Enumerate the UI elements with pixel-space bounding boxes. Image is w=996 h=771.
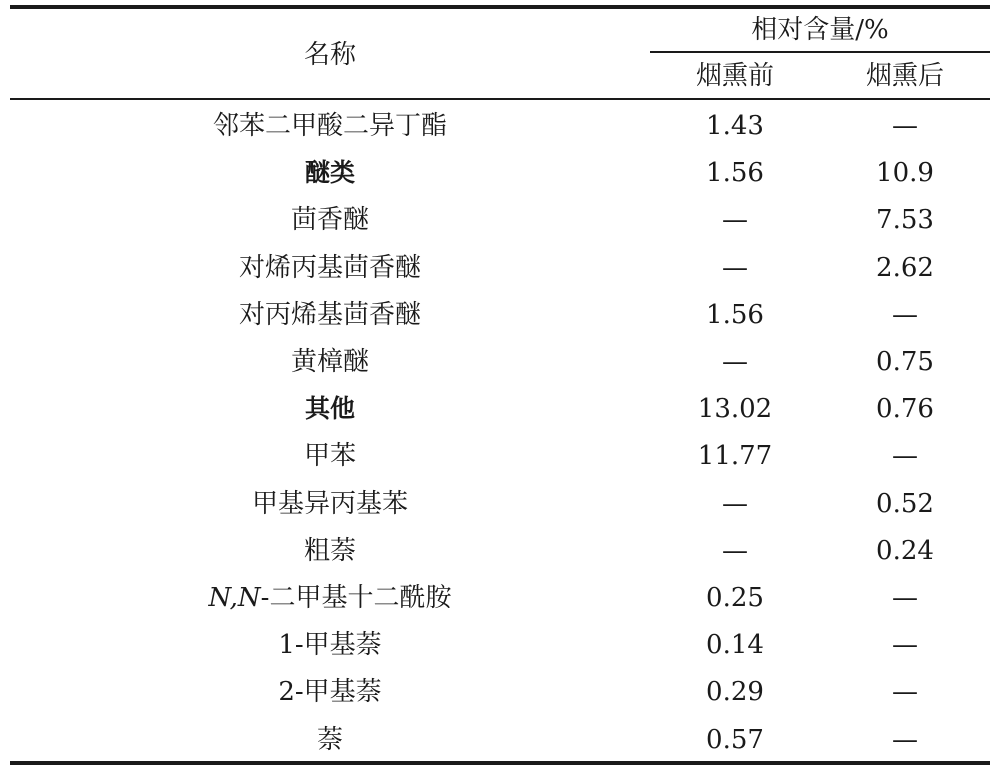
row-value-after: — — [892, 111, 918, 141]
row-name: 醚类 — [304, 158, 355, 187]
row-name: 黄樟醚 — [290, 347, 369, 377]
bottom-rule — [10, 761, 990, 765]
row-value-after: 0.24 — [876, 536, 934, 566]
row-value-after: 10.9 — [876, 158, 934, 188]
row-name: 对烯丙基茴香醚 — [238, 253, 421, 283]
row-value-after: — — [892, 677, 918, 707]
row-value-before: 0.14 — [706, 630, 764, 660]
row-value-before: — — [722, 253, 748, 283]
header-before-smoking: 烟熏前 — [695, 61, 774, 91]
row-name: 邻苯二甲酸二异丁酯 — [212, 111, 447, 141]
row-name: 甲基异丙基苯 — [251, 489, 408, 519]
row-value-before: 11.77 — [697, 441, 773, 471]
row-value-before: 1.56 — [706, 300, 764, 330]
row-value-before: 0.29 — [706, 677, 764, 707]
row-value-before: 13.02 — [697, 394, 773, 424]
header-relative-content: 相对含量/% — [751, 15, 889, 45]
row-name: 粗萘 — [303, 536, 356, 566]
row-value-after: 7.53 — [876, 205, 934, 235]
header-after-smoking: 烟熏后 — [865, 61, 944, 91]
row-name: 2-甲基萘 — [278, 677, 382, 707]
row-name: 萘 — [316, 725, 343, 755]
row-value-after: — — [892, 441, 918, 471]
row-value-before: — — [722, 536, 748, 566]
row-value-before: — — [722, 347, 748, 377]
header-name: 名称 — [303, 40, 356, 70]
row-name — [10, 582, 650, 614]
row-value-before: 0.57 — [706, 725, 764, 755]
row-name: 其他 — [304, 394, 355, 423]
row-value-before: — — [722, 489, 748, 519]
row-name: 茴香醚 — [290, 205, 369, 235]
row-value-before: 0.25 — [706, 583, 764, 613]
group-span-rule — [650, 51, 990, 53]
top-rule — [10, 5, 990, 9]
row-value-after: 0.75 — [876, 347, 934, 377]
row-value-after: — — [892, 725, 918, 755]
row-name: 1-甲基萘 — [278, 630, 382, 660]
header-bottom-rule — [10, 98, 990, 100]
row-value-after: 2.62 — [876, 253, 934, 283]
row-value-after: — — [892, 583, 918, 613]
row-name: 对丙烯基茴香醚 — [238, 300, 421, 330]
row-value-before: 1.56 — [706, 158, 764, 188]
row-value-after: — — [892, 630, 918, 660]
row-value-before: 1.43 — [706, 111, 764, 141]
row-name: 甲苯 — [303, 441, 356, 471]
row-value-after: — — [892, 300, 918, 330]
row-value-after: 0.52 — [876, 489, 934, 519]
row-name-rest: -二甲基十二酰胺 — [260, 583, 452, 613]
row-name-italic: N,N — [208, 583, 261, 613]
row-value-after: 0.76 — [876, 394, 934, 424]
row-value-before: — — [722, 205, 748, 235]
